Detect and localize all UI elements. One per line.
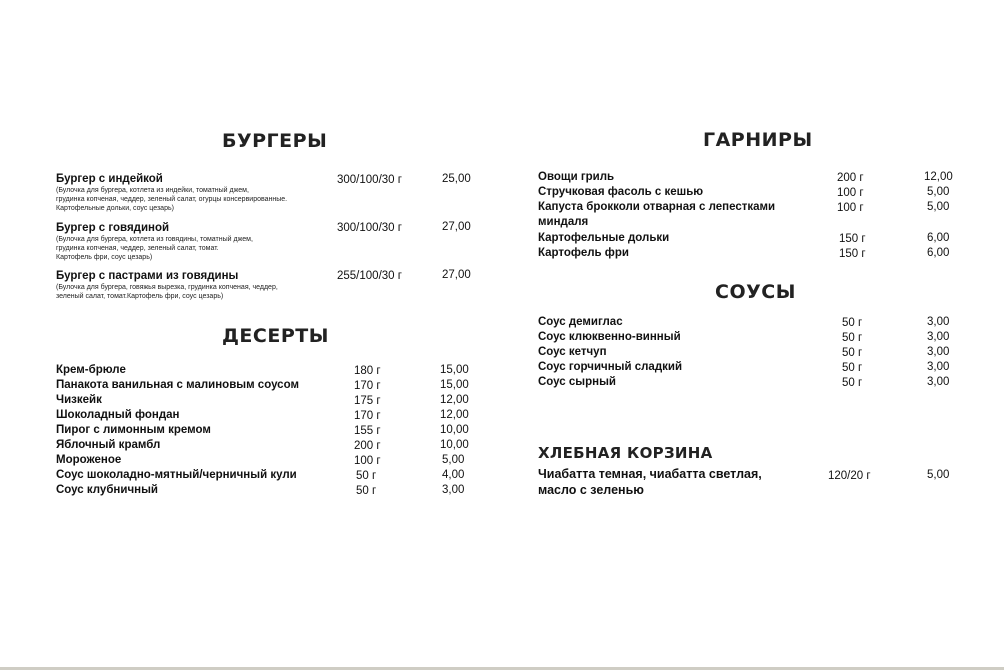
item-name: Соус клюквенно-винный [538, 331, 681, 343]
item-price: 10,00 [440, 424, 469, 436]
item-name: Соус шоколадно-мятный/черничный кули [56, 469, 297, 481]
item-name: Капуста брокколи отварная с лепестками [538, 201, 776, 213]
item-description-line: зеленый салат, томат.Картофель фри, соус цезарь) [56, 293, 224, 300]
item-weight: 155 г [354, 425, 381, 437]
item-weight: 150 г [839, 248, 866, 260]
menu-item [538, 170, 958, 185]
menu-item-bread-basket [538, 467, 958, 499]
menu-item [56, 438, 486, 453]
desserts-title: ДЕСЕРТЫ [222, 325, 329, 347]
menu-item [56, 453, 486, 468]
menu-item [56, 408, 486, 423]
item-name: Яблочный крамбл [56, 439, 161, 451]
item-weight: 50 г [842, 317, 863, 329]
menu-item-burger-pastrami [56, 269, 346, 301]
item-weight: 50 г [842, 347, 863, 359]
item-weight: 50 г [842, 362, 863, 374]
menu-item [56, 378, 486, 393]
item-price: 3,00 [927, 376, 950, 388]
item-description-line: Картофель фри, соус цезарь) [56, 254, 153, 261]
item-price: 25,00 [442, 173, 471, 185]
item-price: 6,00 [927, 232, 950, 244]
item-name: Панакота ванильная с малиновым соусом [56, 379, 299, 391]
item-price: 3,00 [927, 331, 950, 343]
item-price: 5,00 [927, 469, 950, 481]
menu-item [538, 246, 958, 261]
item-name: Картофель фри [538, 247, 629, 259]
item-price: 15,00 [440, 364, 469, 376]
item-weight: 120/20 г [828, 470, 871, 482]
item-price: 10,00 [440, 439, 469, 451]
item-weight: 255/100/30 г [337, 270, 402, 282]
item-price: 15,00 [440, 379, 469, 391]
menu-item [538, 330, 958, 345]
menu-item-burger-turkey [56, 172, 346, 213]
item-weight: 50 г [356, 470, 377, 482]
item-weight: 50 г [842, 332, 863, 344]
item-price: 12,00 [440, 409, 469, 421]
item-name: Бургер с индейкой [56, 173, 163, 185]
item-name-continued: миндаля [538, 216, 589, 228]
menu-item [538, 360, 958, 375]
item-price: 3,00 [442, 484, 465, 496]
item-price: 3,00 [927, 346, 950, 358]
item-weight: 50 г [842, 377, 863, 389]
item-description-line: Картофельные дольки, соус цезарь) [56, 205, 174, 212]
item-description-line: (Булочка для бургера, котлета из индейки, томатный джем, [56, 187, 249, 194]
item-name: Крем-брюле [56, 364, 126, 376]
menu-item [56, 468, 486, 483]
item-name: Чиабатта темная, чиабатта светлая, [538, 467, 762, 481]
item-weight: 170 г [354, 410, 381, 422]
item-name: Шоколадный фондан [56, 409, 180, 421]
item-price: 3,00 [927, 316, 950, 328]
item-description-line: (Булочка для бургера, говяжья вырезка, грудинка копченая, чеддер, [56, 284, 278, 291]
item-weight: 100 г [837, 202, 864, 214]
item-weight: 50 г [356, 485, 377, 497]
item-name: Бургер с пастрами из говядины [56, 270, 239, 282]
item-name: Мороженое [56, 454, 122, 466]
item-name-continued: масло с зеленью [538, 483, 644, 497]
item-description-line: грудинка копченая, чеддер, зеленый салат, огурцы консервированные. [56, 196, 288, 203]
menu-item [538, 345, 958, 360]
item-price: 27,00 [442, 221, 471, 233]
item-weight: 300/100/30 г [337, 222, 402, 234]
menu-item [538, 185, 958, 200]
item-weight: 175 г [354, 395, 381, 407]
item-weight: 200 г [837, 172, 864, 184]
item-name: Бургер с говядиной [56, 222, 170, 234]
item-name: Соус сырный [538, 376, 616, 388]
item-price: 27,00 [442, 269, 471, 281]
item-name: Чизкейк [56, 394, 102, 406]
item-price: 6,00 [927, 247, 950, 259]
item-weight: 100 г [837, 187, 864, 199]
item-weight: 150 г [839, 233, 866, 245]
bread-basket-title: ХЛЕБНАЯ КОРЗИНА [538, 444, 713, 462]
item-weight: 200 г [354, 440, 381, 452]
menu-item [56, 423, 486, 438]
item-weight: 100 г [354, 455, 381, 467]
sauces-title: СОУСЫ [715, 281, 796, 303]
item-price: 12,00 [440, 394, 469, 406]
menu-item [56, 483, 486, 498]
item-weight: 180 г [354, 365, 381, 377]
item-name: Стручковая фасоль с кешью [538, 186, 704, 198]
burgers-title: БУРГЕРЫ [222, 130, 328, 152]
item-name: Картофельные дольки [538, 232, 670, 244]
menu-item [538, 315, 958, 330]
menu-item [538, 375, 958, 390]
item-name: Соус кетчуп [538, 346, 607, 358]
item-name: Соус демиглас [538, 316, 623, 328]
menu-item [538, 200, 958, 230]
menu-item [538, 231, 958, 246]
item-name: Соус горчичный сладкий [538, 361, 683, 373]
item-name: Соус клубничный [56, 484, 158, 496]
item-price: 4,00 [442, 469, 465, 481]
menu-item [56, 393, 486, 408]
item-description-line: грудинка копченая, чеддер, зеленый салат, томат. [56, 245, 219, 252]
item-weight: 300/100/30 г [337, 174, 402, 186]
item-name: Овощи гриль [538, 171, 615, 183]
item-price: 5,00 [442, 454, 465, 466]
item-price: 5,00 [927, 201, 950, 213]
menu-item-burger-beef [56, 221, 346, 262]
item-name: Пирог с лимонным кремом [56, 424, 211, 436]
item-weight: 170 г [354, 380, 381, 392]
sides-title: ГАРНИРЫ [703, 129, 813, 151]
item-description-line: (Булочка для бургера, котлета из говядины, томатный джем, [56, 236, 253, 243]
menu-item [56, 363, 486, 378]
item-price: 12,00 [924, 171, 953, 183]
item-price: 5,00 [927, 186, 950, 198]
item-price: 3,00 [927, 361, 950, 373]
